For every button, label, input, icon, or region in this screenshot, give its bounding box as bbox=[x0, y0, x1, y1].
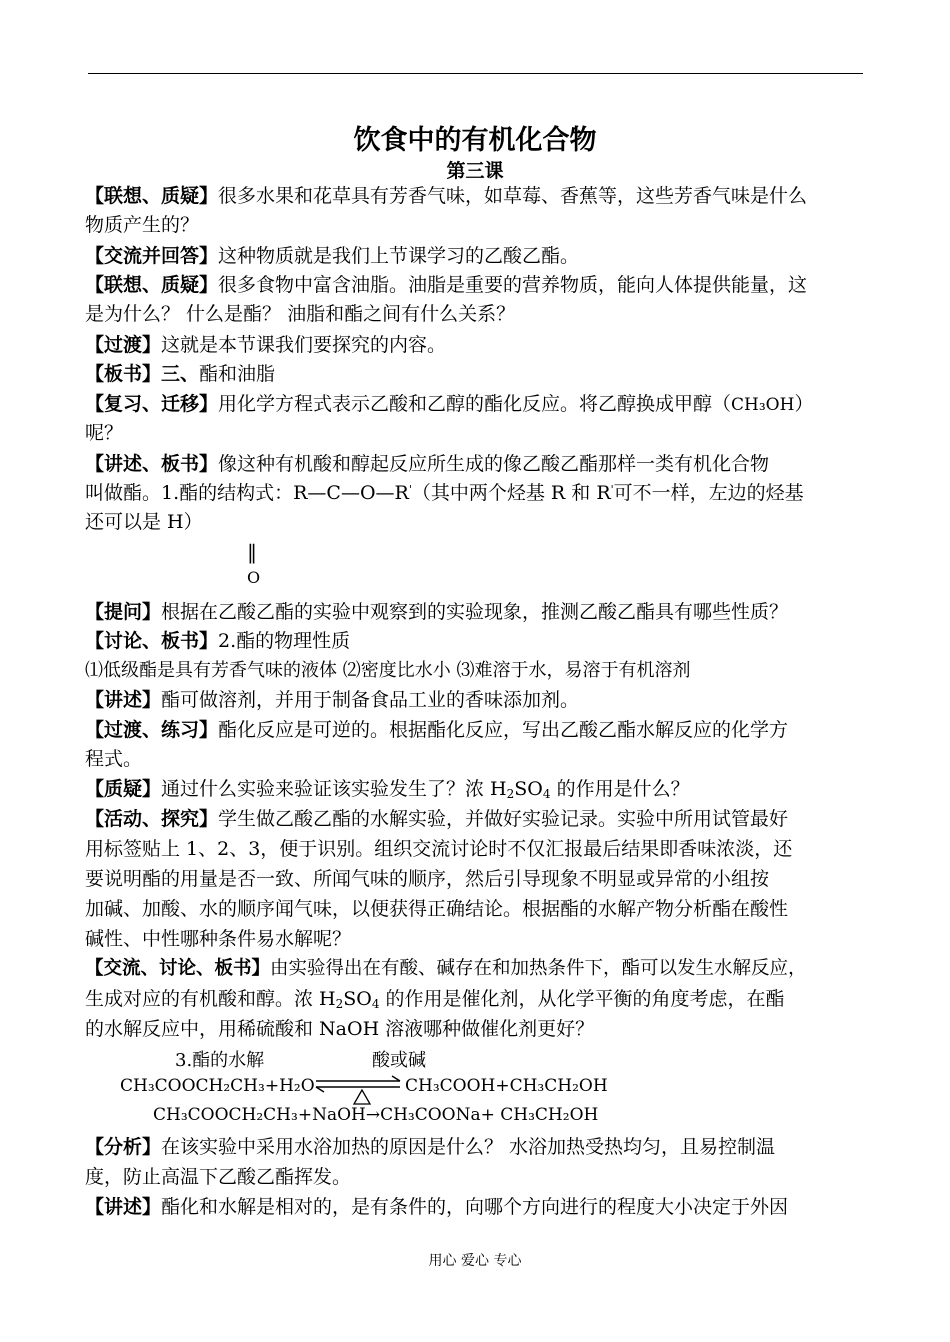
section-tag: 【质疑】 bbox=[85, 778, 162, 800]
line-text-tail: 的作用是催化剂，从化学平衡的角度考虑，在酯 bbox=[385, 988, 785, 1010]
line-text: 酯化反应是可逆的。根据酯化反应，写出乙酸乙酯水解反应的化学方 bbox=[218, 719, 789, 741]
paragraph-line bbox=[85, 628, 350, 654]
line-text-note: （其中两个烃基 R 和 R bbox=[411, 482, 611, 504]
line-text: ⑴低级酯是具有芳香气味的液体 ⑵密度比水小 ⑶难溶于水，易溶于有机溶剂 bbox=[85, 660, 691, 681]
line-text: 酯化和水解是相对的，是有条件的，向哪个方向进行的程度大小决定于外因 bbox=[161, 1196, 789, 1218]
section-tag: 【讲述】 bbox=[85, 1196, 162, 1218]
paragraph-line bbox=[85, 956, 807, 982]
line-text: 很多食物中富含油脂。油脂是重要的营养物质，能向人体提供能量，这 bbox=[218, 274, 808, 296]
paragraph-line bbox=[85, 1194, 788, 1220]
formula-so4: SO bbox=[514, 778, 543, 800]
paragraph-line bbox=[85, 451, 769, 477]
section-tag: 【交流、讨论、板书】 bbox=[85, 958, 271, 979]
section-tag: 【板书】三、 bbox=[85, 363, 200, 385]
equation-heading: 3.酯的水解 bbox=[175, 1050, 265, 1071]
paragraph-line bbox=[85, 332, 446, 358]
line-text: 呢？ bbox=[85, 422, 124, 444]
equation-reactants: CH₃COOCH₂CH₃+H₂O bbox=[120, 1076, 315, 1096]
line-text: 是为什么？ 什么是酯？ 油脂和酯之间有什么关系？ bbox=[85, 303, 516, 325]
line-text: 加碱、加酸、水的顺序闻气味，以便获得正确结论。根据酯的水解产物分析酯在酸性 bbox=[85, 898, 789, 920]
paragraph-line bbox=[85, 866, 769, 892]
paragraph-line bbox=[85, 212, 199, 238]
paragraph-line bbox=[85, 301, 515, 327]
section-tag: 【活动、探究】 bbox=[85, 808, 219, 830]
formula-so4: SO bbox=[343, 988, 372, 1010]
paragraph-line bbox=[85, 1134, 775, 1160]
paragraph-line bbox=[85, 599, 788, 625]
page-subtitle: 第三课 bbox=[446, 160, 504, 182]
section-tag: 【过渡、练习】 bbox=[85, 719, 219, 741]
line-text: 还可以是 H） bbox=[85, 511, 203, 533]
line-text: 碱性、中性哪种条件易水解呢？ bbox=[85, 928, 352, 950]
line-text: 这就是本节课我们要探究的内容。 bbox=[161, 334, 447, 356]
line-text: 叫做酯。1.酯的结构式：R—C—O—R bbox=[85, 482, 409, 504]
line-text: 度，防止高温下乙酸乙酯挥发。 bbox=[85, 1166, 352, 1188]
paragraph-line bbox=[85, 836, 792, 862]
section-tag: 【讲述、板书】 bbox=[85, 453, 219, 475]
line-text: 在该实验中采用水浴加热的原因是什么？ 水浴加热受热均匀，且易控制温 bbox=[161, 1136, 776, 1158]
section-tag: 【复习、迁移】 bbox=[85, 393, 219, 415]
paragraph-line bbox=[85, 420, 123, 446]
line-text: 酯可做溶剂，并用于制备食品工业的香味添加剂。 bbox=[161, 689, 580, 711]
paragraph-line bbox=[85, 391, 813, 418]
paragraph-line bbox=[85, 1164, 351, 1190]
line-text-tail: ） bbox=[794, 393, 814, 415]
section-tag: 【交流并回答】 bbox=[85, 245, 219, 267]
carbonyl-oxygen: O bbox=[247, 568, 261, 587]
line-text: 的水解反应中，用稀硫酸和 NaOH 溶液哪种做催化剂更好？ bbox=[85, 1018, 595, 1040]
line-text: 很多水果和花草具有芳香气味，如草莓、香蕉等，这些芳香气味是什么 bbox=[218, 185, 808, 207]
line-text: 物质产生的？ bbox=[85, 214, 200, 236]
section-tag: 【分析】 bbox=[85, 1136, 162, 1158]
paragraph-line bbox=[85, 243, 579, 269]
paragraph-line bbox=[85, 687, 579, 713]
paragraph-line bbox=[85, 361, 275, 387]
paragraph-line: 叫做酯。1.酯的结构式：R—C—O—R'（其中两个烃基 R 和 R'可不一样，左边的烃基 bbox=[85, 482, 804, 504]
carbonyl-double-bond: ‖ bbox=[247, 540, 257, 564]
paragraph-line: 【质疑】通过什么实验来验证该实验发生了？浓 $H_2SO_4$ 的作用是什么？ bbox=[85, 778, 690, 801]
line-text-note-tail: 可不一样，左边的烃基 bbox=[613, 482, 804, 504]
paragraph-line bbox=[85, 1016, 594, 1042]
line-text: 由实验得出在有酸、碱存在和加热条件下，酯可以发生水解反应， bbox=[270, 958, 807, 979]
paragraph-line bbox=[85, 746, 142, 772]
paragraph-line bbox=[85, 272, 807, 298]
line-text: 通过什么实验来验证该实验发生了？浓 H bbox=[161, 778, 507, 800]
line-text: 程式。 bbox=[85, 748, 143, 770]
line-text: 根据在乙酸乙酯的实验中观察到的实验现象，推测乙酸乙酯具有哪些性质？ bbox=[161, 601, 789, 623]
equation-condition: 酸或碱 bbox=[372, 1050, 426, 1071]
line-text: 生成对应的有机酸和醇。浓 H bbox=[85, 988, 336, 1010]
line-text: 酯和油脂 bbox=[199, 363, 276, 385]
paragraph-line bbox=[85, 806, 788, 832]
line-text: 学生做乙酸乙酯的水解实验，并做好实验记录。实验中所用试管最好 bbox=[218, 808, 789, 830]
paragraph-line: 生成对应的有机酸和醇。浓 $H_2SO_4$ 的作用是催化剂，从化学平衡的角度考虑，在酯 bbox=[85, 988, 785, 1011]
paragraph-line bbox=[85, 896, 788, 922]
section-tag: 【过渡】 bbox=[85, 334, 162, 356]
section-tag: 【联想、质疑】 bbox=[85, 185, 219, 207]
equation-naoh: CH₃COOCH₂CH₃+NaOH→CH₃COONa+ CH₃CH₂OH bbox=[153, 1105, 599, 1125]
paragraph-line bbox=[85, 183, 807, 209]
line-text: 要说明酯的用量是否一致、所闻气味的顺序，然后引导现象不明显或异常的小组按 bbox=[85, 868, 770, 890]
paragraph-line bbox=[85, 509, 203, 535]
line-text: 2.酯的物理性质 bbox=[218, 630, 351, 652]
reversible-arrow-icon bbox=[312, 1072, 404, 1106]
formula-ch3oh: CH₃OH bbox=[731, 395, 795, 415]
section-tag: 【提问】 bbox=[85, 601, 162, 623]
line-text-tail: 的作用是什么？ bbox=[556, 778, 690, 800]
section-tag: 【讨论、板书】 bbox=[85, 630, 219, 652]
line-text: 用化学方程式表示乙酸和乙醇的酯化反应。将乙醇换成甲醇（ bbox=[218, 393, 732, 415]
paragraph-line bbox=[85, 658, 690, 684]
header-rule bbox=[88, 73, 863, 74]
line-text: 像这种有机酸和醇起反应所生成的像乙酸乙酯那样一类有机化合物 bbox=[218, 453, 770, 475]
paragraph-line bbox=[85, 926, 351, 952]
section-tag: 【联想、质疑】 bbox=[85, 274, 219, 296]
page-footer: 用心 爱心 专心 bbox=[428, 1253, 522, 1269]
paragraph-line bbox=[85, 717, 788, 743]
section-tag: 【讲述】 bbox=[85, 689, 162, 711]
line-text: 这种物质就是我们上节课学习的乙酸乙酯。 bbox=[218, 245, 580, 267]
line-text: 用标签贴上 1、2、3，便于识别。组织交流讨论时不仅汇报最后结果即香味浓淡，还 bbox=[85, 838, 793, 860]
page-title: 饮食中的有机化合物 bbox=[353, 125, 597, 156]
equation-products: CH₃COOH+CH₃CH₂OH bbox=[405, 1076, 608, 1096]
